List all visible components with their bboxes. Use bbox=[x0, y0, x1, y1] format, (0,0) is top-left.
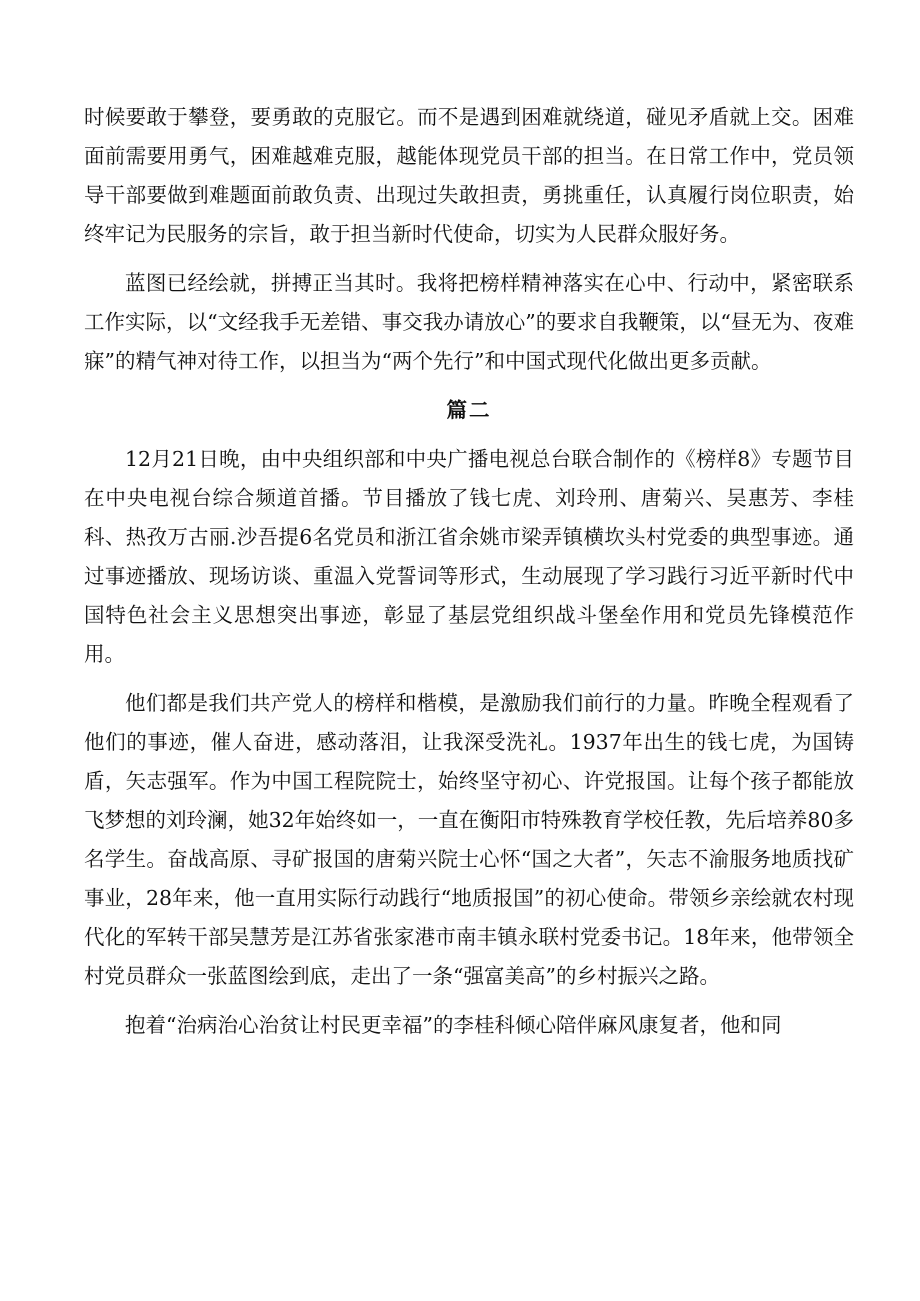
paragraph-program-intro: 12月21日晚，由中央组织部和中央广播电视总台联合制作的《榜样8》专题节目在中央电视台综合频道首播。节目播放了钱七虎、刘玲刑、唐菊兴、吴惠芳、李桂科、热孜万古丽.沙吾提6名党员和浙江省余姚市梁弄镇横坎头村党委的典型事迹。通过事迹播放、现场访谈、重温入党誓词等形式，生动展现了学习践行习近平新时代中国特色社会主义思想突出事迹，彰显了基层党组织战斗堡垒作用和党员先锋模范作用。 bbox=[84, 447, 854, 666]
paragraph-continuation: 时候要敢于攀登，要勇敢的克服它。而不是遇到困难就绕道，碰见矛盾就上交。困难面前需要用勇气，困难越难克服，越能体现党员干部的担当。在日常工作中，党员领导干部要做到难题面前敢负责、出现过失敢担责，勇挑重任，认真履行岗位职责，始终牢记为民服务的宗旨，敢于担当新时代使命，切实为人民群众服好务。 bbox=[84, 105, 854, 246]
paragraph-blueprint: 蓝图已经绘就，拼搏正当其时。我将把榜样精神落实在心中、行动中，紧密联系工作实际，以“文经我手无差错、事交我办请放心”的要求自我鞭策，以“昼无为、夜难寐”的精气神对待工作，以担当为“两个先行”和中国式现代化做出更多贡献。 bbox=[84, 271, 854, 373]
document-page bbox=[84, 104, 854, 1055]
paragraph-li-guike: 抱着“治病治心治贫让村民更幸福”的李桂科倾心陪伴麻风康复者，他和同 bbox=[125, 1013, 782, 1037]
section-heading: 篇二 bbox=[446, 398, 492, 422]
paragraph-role-models: 他们都是我们共产党人的榜样和楷模，是激励我们前行的力量。昨晚全程观看了他们的事迹，催人奋进，感动落泪，让我深受洗礼。1937年出生的钱七虎，为国铸盾，矢志强军。作为中国工程院院士，始终坚守初心、许党报国。让每个孩子都能放飞梦想的刘玲澜，她32年始终如一，一直在衡阳市特殊教育学校任教，先后培养80多名学生。奋战高原、寻矿报国的唐菊兴院士心怀“国之大者”，矢志不渝服务地质找矿事业，28年来，他一直用实际行动践行“地质报国”的初心使命。带领乡亲绘就农村现代化的军转干部吴慧芳是江苏省张家港市南丰镇永联村党委书记。18年来，他带领全村党员群众一张蓝图绘到底，走出了一条“强富美高”的乡村振兴之路。 bbox=[84, 691, 854, 988]
